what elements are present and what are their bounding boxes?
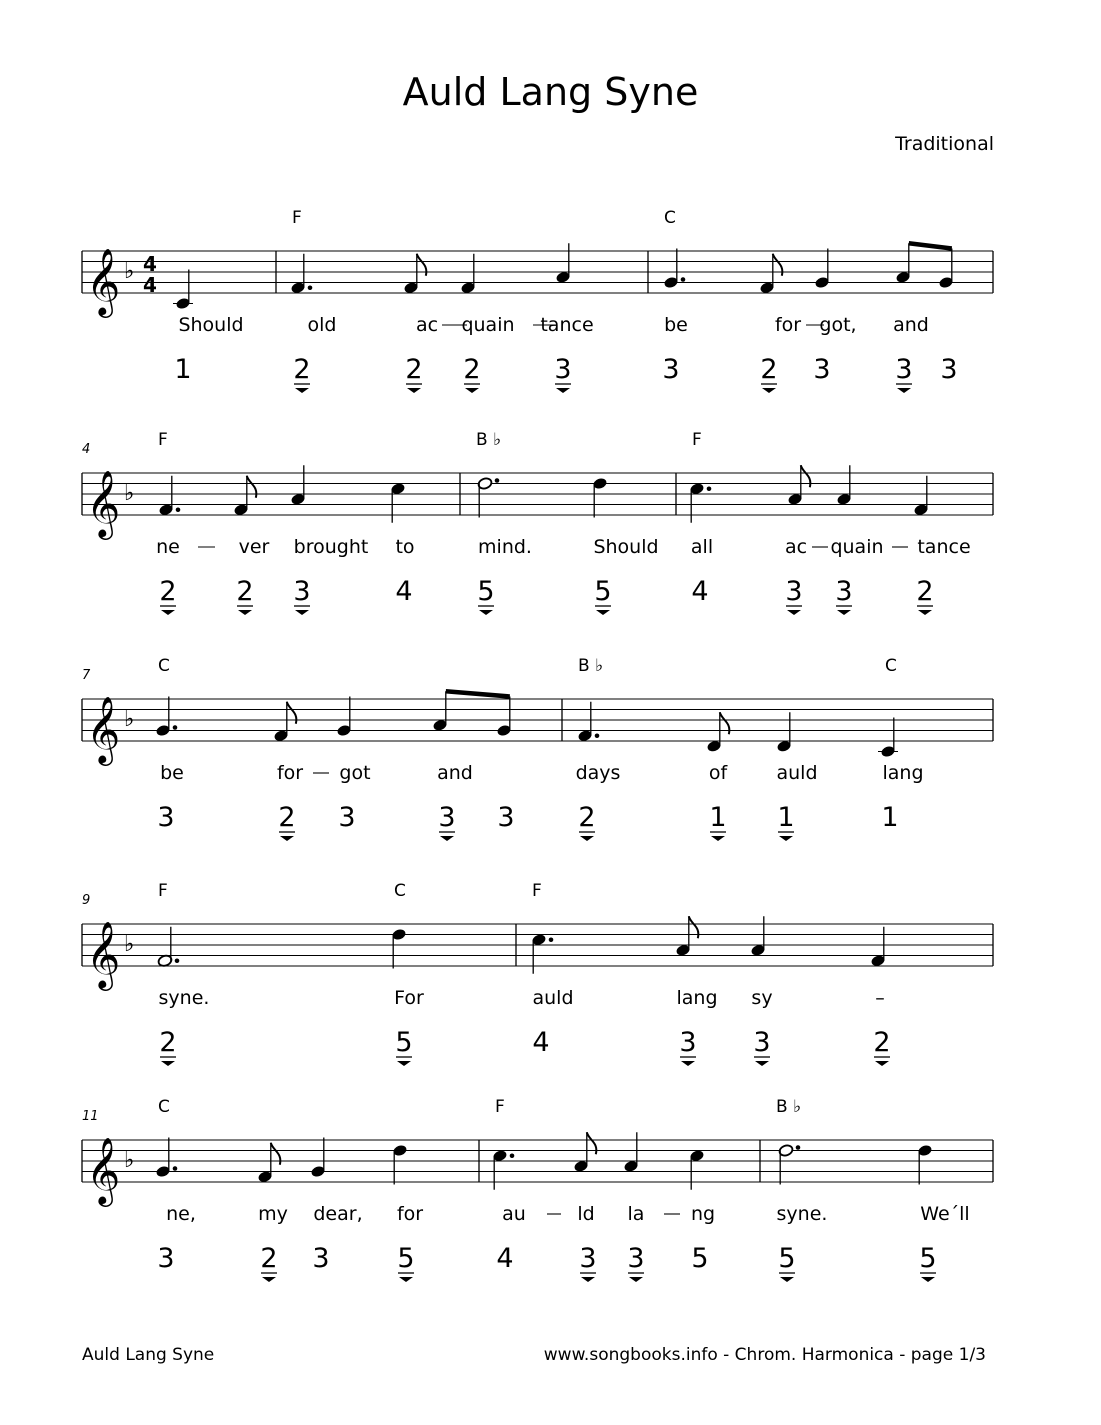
lyric-syllable: syne. [158, 987, 210, 1009]
note [878, 718, 898, 759]
draw-arrow-icon [875, 1061, 889, 1066]
draw-arrow-icon [779, 836, 793, 841]
lyric-syllable: and [437, 762, 473, 784]
draw-arrow-icon [161, 1061, 175, 1066]
note [492, 1149, 514, 1190]
chord-symbol: F [495, 1097, 505, 1117]
harmonica-hole-number: 2 [236, 576, 254, 607]
note [392, 1144, 408, 1185]
note [573, 1132, 596, 1173]
lyric-syllable: be [160, 762, 184, 784]
draw-arrow-icon [238, 610, 252, 615]
footer-song-title: Auld Lang Syne [82, 1345, 215, 1365]
note [155, 697, 177, 738]
flat-key-signature-icon: ♭ [124, 259, 135, 284]
lyric-syllable: lang [676, 987, 718, 1009]
note [157, 927, 179, 968]
note [290, 465, 306, 506]
staff-system-5 [82, 1132, 993, 1282]
dot [176, 507, 181, 512]
harmonica-hole-number: 3 [579, 1243, 597, 1274]
note [460, 254, 476, 295]
dot [308, 285, 313, 290]
harmonica-hole-number: 3 [554, 354, 572, 385]
treble-clef-icon: 𝄞 [86, 695, 121, 763]
harmonica-hole-number: 5 [778, 1243, 796, 1274]
chord-symbol: B ♭ [776, 1097, 802, 1117]
note [477, 477, 499, 518]
lyric-syllable: all [690, 536, 714, 558]
treble-clef-icon: 𝄞 [86, 1136, 121, 1204]
draw-arrow-icon [780, 1277, 794, 1282]
note [531, 933, 553, 974]
harmonica-hole-number: 1 [709, 802, 727, 833]
harmonica-hole-number: 3 [940, 354, 958, 385]
treble-clef-icon: 𝄞 [86, 920, 121, 988]
harmonica-hole-number: 3 [157, 802, 175, 833]
draw-arrow-icon [280, 836, 294, 841]
note [870, 927, 886, 968]
harmonica-hole-number: 3 [813, 354, 831, 385]
note [257, 1143, 280, 1184]
chord-symbol: F [158, 430, 168, 450]
lyric-syllable: – [875, 987, 885, 1009]
chord-symbol: C [158, 656, 170, 676]
lyric-syllable: ng [690, 1203, 716, 1225]
harmonica-hole-number: 2 [873, 1027, 891, 1058]
lyric-syllable: got [339, 762, 371, 784]
draw-arrow-icon [465, 388, 479, 393]
note [391, 928, 407, 969]
harmonica-hole-number: 3 [895, 354, 913, 385]
note [689, 482, 711, 523]
lyric-syllable: dear, [313, 1203, 363, 1225]
lyric-syllable: Should [593, 536, 659, 558]
composer: Traditional [895, 133, 994, 155]
lyric-syllable: tance [540, 314, 594, 336]
chord-symbol: C [158, 1097, 170, 1117]
harmonica-hole-number: 3 [679, 1027, 697, 1058]
draw-arrow-icon [295, 610, 309, 615]
dot [681, 277, 686, 282]
lyric-syllable: for [774, 314, 802, 336]
note [290, 254, 312, 295]
note [706, 712, 729, 753]
note [689, 1149, 705, 1190]
draw-arrow-icon [787, 610, 801, 615]
draw-arrow-icon [440, 836, 454, 841]
dot [796, 1145, 801, 1150]
harmonica-hole-number: 3 [753, 1027, 771, 1058]
harmonica-hole-number: 5 [691, 1243, 709, 1274]
lyric-syllable: ne, [166, 1203, 196, 1225]
dot [549, 937, 554, 942]
harmonica-hole-number: 2 [293, 354, 311, 385]
lyric-syllable: sy [751, 987, 773, 1009]
draw-arrow-icon [580, 836, 594, 841]
note [776, 712, 792, 753]
lyric-syllable: brought [293, 536, 369, 558]
lyric-syllable: auld [776, 762, 818, 784]
draw-arrow-icon [897, 388, 911, 393]
chord-symbol: F [158, 881, 168, 901]
dot [595, 733, 600, 738]
measure-number: 7 [82, 668, 91, 683]
lyric-syllable: old [307, 314, 337, 336]
chord-symbol: B ♭ [476, 430, 502, 450]
draw-arrow-icon [921, 1277, 935, 1282]
lyric-syllable: syne. [776, 1203, 828, 1225]
harmonica-hole-number: 5 [395, 1027, 413, 1058]
flat-key-signature-icon: ♭ [124, 932, 135, 957]
note [403, 254, 426, 295]
draw-arrow-icon [762, 388, 776, 393]
chord-symbol: F [292, 208, 302, 228]
harmonica-hole-number: 2 [159, 576, 177, 607]
harmonica-hole-number: 4 [395, 576, 413, 607]
draw-arrow-icon [681, 1061, 695, 1066]
harmonica-hole-number: 1 [881, 802, 899, 833]
harmonica-hole-number: 3 [293, 576, 311, 607]
note [750, 916, 766, 957]
time-sig-denominator: 4 [143, 273, 157, 297]
chord-symbol: C [885, 656, 897, 676]
note [173, 270, 193, 311]
lyric-syllable: of [708, 762, 728, 784]
flat-key-signature-icon: ♭ [124, 481, 135, 506]
note [814, 249, 830, 290]
harmonica-hole-number: 1 [777, 802, 795, 833]
harmonica-hole-number: 4 [496, 1243, 514, 1274]
note [663, 249, 685, 290]
note [155, 1138, 177, 1179]
lyric-syllable: my [258, 1203, 288, 1225]
staff-system-3 [82, 691, 993, 841]
note [759, 254, 782, 295]
lyric-syllable: ld [577, 1203, 595, 1225]
draw-arrow-icon [295, 388, 309, 393]
draw-arrow-icon [918, 610, 932, 615]
note [555, 243, 571, 284]
harmonica-hole-number: 5 [919, 1243, 937, 1274]
draw-arrow-icon [556, 388, 570, 393]
harmonica-hole-number: 3 [157, 1243, 175, 1274]
note [592, 477, 608, 518]
harmonica-hole-number: 3 [312, 1243, 330, 1274]
harmonica-hole-number: 3 [338, 802, 356, 833]
chord-symbol: C [664, 208, 676, 228]
lyric-syllable: For [394, 987, 424, 1009]
lyric-syllable: quain [461, 314, 515, 336]
note [836, 465, 852, 506]
measure-number: 11 [82, 1109, 99, 1124]
note [158, 476, 180, 517]
draw-arrow-icon [479, 610, 493, 615]
draw-arrow-icon [629, 1277, 643, 1282]
beam [909, 243, 952, 248]
lyric-syllable: tance [917, 536, 971, 558]
lyric-syllable: quain [830, 536, 884, 558]
draw-arrow-icon [711, 836, 725, 841]
note [623, 1132, 639, 1173]
harmonica-hole-number: 2 [760, 354, 778, 385]
lyric-syllable: days [575, 762, 621, 784]
dot [175, 958, 180, 963]
dot [707, 486, 712, 491]
lyric-syllable: ac [784, 536, 808, 558]
harmonica-hole-number: 3 [438, 802, 456, 833]
time-sig-numerator: 4 [143, 252, 157, 276]
lyric-syllable: la [627, 1203, 645, 1225]
draw-arrow-icon [755, 1061, 769, 1066]
treble-clef-icon: 𝄞 [86, 247, 121, 315]
dot [173, 1166, 178, 1171]
harmonica-hole-number: 3 [627, 1243, 645, 1274]
chord-symbol: B ♭ [578, 656, 604, 676]
harmonica-hole-number: 5 [397, 1243, 415, 1274]
lyric-syllable: for [396, 1203, 424, 1225]
draw-arrow-icon [407, 388, 421, 393]
harmonica-hole-number: 4 [532, 1027, 550, 1058]
note [913, 476, 929, 517]
chord-symbol: F [532, 881, 542, 901]
note [787, 465, 810, 506]
footer-source: www.songbooks.info - Chrom. Harmonica - page 1/3 [543, 1345, 986, 1365]
lyric-syllable: for [276, 762, 304, 784]
harmonica-hole-number: 5 [594, 576, 612, 607]
draw-arrow-icon [596, 610, 610, 615]
dot [495, 478, 500, 483]
draw-arrow-icon [397, 1061, 411, 1066]
note [233, 476, 256, 517]
lyric-syllable: auld [532, 987, 574, 1009]
lyric-syllable: mind. [478, 536, 532, 558]
harmonica-hole-number: 4 [691, 576, 709, 607]
lyric-syllable: be [664, 314, 688, 336]
harmonica-hole-number: 2 [463, 354, 481, 385]
note [273, 702, 296, 743]
lyric-syllable: got, [819, 314, 857, 336]
harmonica-hole-number: 3 [835, 576, 853, 607]
note [675, 916, 698, 957]
lyric-syllable: to [395, 536, 415, 558]
draw-arrow-icon [399, 1277, 413, 1282]
note [917, 1144, 933, 1185]
note [336, 697, 352, 738]
note [310, 1138, 326, 1179]
note [432, 691, 448, 732]
note [778, 1144, 800, 1185]
lyric-syllable: ac [415, 314, 439, 336]
harmonica-hole-number: 2 [578, 802, 596, 833]
draw-arrow-icon [262, 1277, 276, 1282]
flat-key-signature-icon: ♭ [124, 1148, 135, 1173]
beam [446, 691, 510, 696]
lyric-syllable: We´ll [920, 1203, 970, 1225]
note [895, 243, 911, 284]
draw-arrow-icon [581, 1277, 595, 1282]
harmonica-hole-number: 1 [174, 354, 192, 385]
flat-key-signature-icon: ♭ [124, 707, 135, 732]
lyric-syllable: lang [882, 762, 924, 784]
harmonica-hole-number: 3 [662, 354, 680, 385]
treble-clef-icon: 𝄞 [86, 469, 121, 537]
harmonica-hole-number: 2 [405, 354, 423, 385]
lyric-syllable: ver [238, 536, 270, 558]
harmonica-hole-number: 2 [916, 576, 934, 607]
note [390, 482, 406, 523]
draw-arrow-icon [161, 610, 175, 615]
lyric-syllable: ne [156, 536, 180, 558]
harmonica-hole-number: 2 [159, 1027, 177, 1058]
dot [510, 1153, 515, 1158]
harmonica-hole-number: 3 [497, 802, 515, 833]
harmonica-hole-number: 5 [477, 576, 495, 607]
lyric-syllable: Should [178, 314, 244, 336]
song-title: Auld Lang Syne [402, 70, 699, 114]
lyric-syllable: au [502, 1203, 526, 1225]
draw-arrow-icon [837, 610, 851, 615]
note [577, 702, 599, 743]
chord-symbol: C [394, 881, 406, 901]
dot [173, 725, 178, 730]
harmonica-hole-number: 3 [785, 576, 803, 607]
lyric-syllable: and [893, 314, 929, 336]
measure-number: 9 [82, 893, 91, 908]
harmonica-hole-number: 2 [278, 802, 296, 833]
measure-number: 4 [82, 442, 91, 457]
chord-symbol: F [692, 430, 702, 450]
harmonica-hole-number: 2 [260, 1243, 278, 1274]
